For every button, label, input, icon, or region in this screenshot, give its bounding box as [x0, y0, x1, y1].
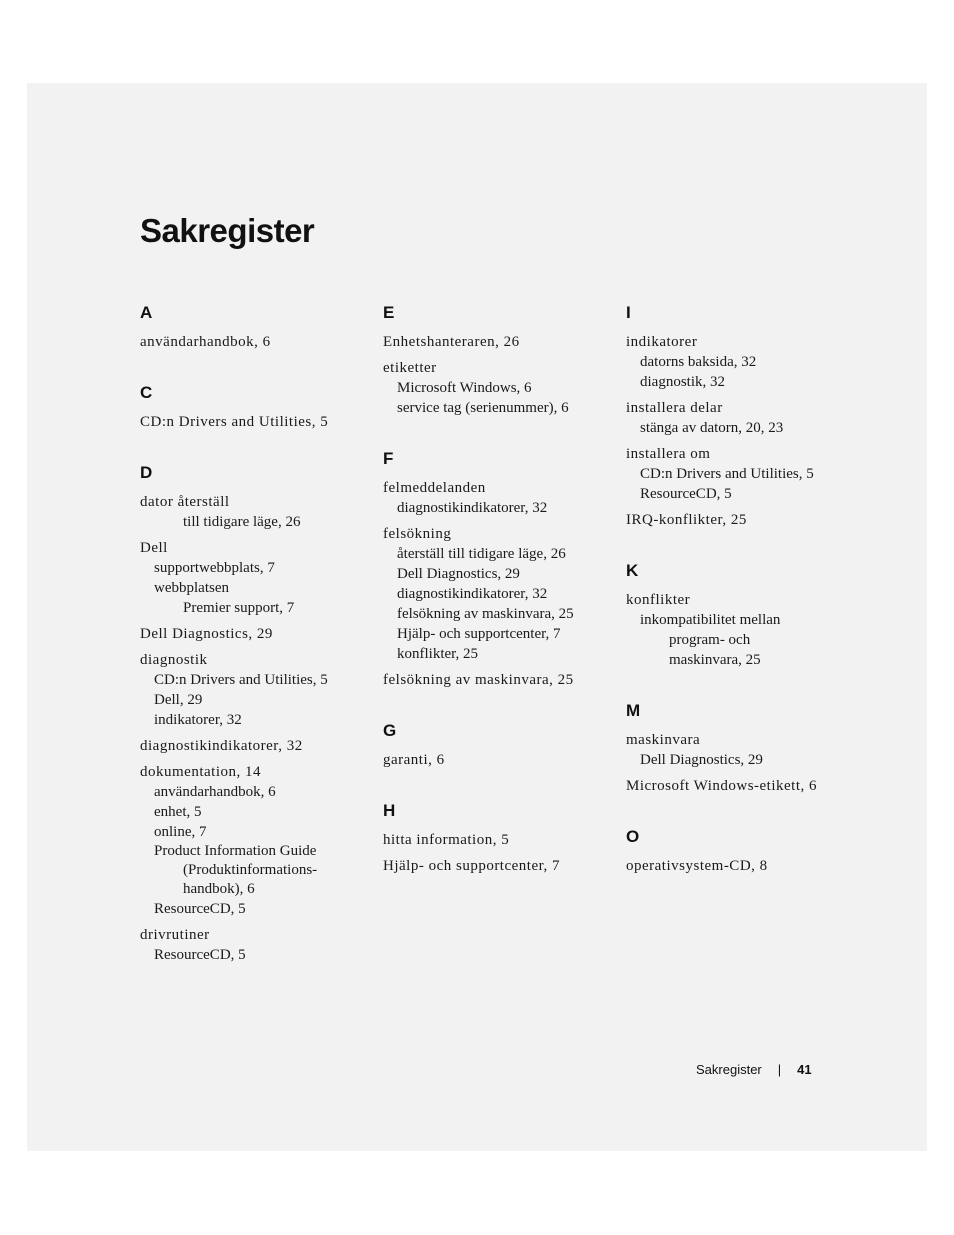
index-entry: [383, 750, 608, 770]
index-entry: [626, 510, 851, 530]
index-subentry: ResourceCD, 5: [640, 486, 732, 502]
index-subentry: användarhandbok, 6: [154, 784, 276, 800]
index-term: Enhetshanteraren, 26: [383, 334, 520, 350]
index-subentry: Dell Diagnostics, 29: [397, 566, 520, 582]
index-term: installera delar: [626, 400, 723, 416]
index-term: konflikter: [626, 592, 691, 608]
footer-separator: |: [777, 1062, 782, 1077]
index-term: felsökning av maskinvara, 25: [383, 672, 574, 688]
index-entry: [383, 856, 608, 876]
index-subentry: till tidigare läge, 26: [183, 514, 301, 530]
index-term: diagnostikindikatorer, 32: [140, 738, 303, 754]
index-subentry: Dell Diagnostics, 29: [640, 752, 763, 768]
index-term: dokumentation, 14: [140, 764, 261, 780]
index-subentry: Dell, 29: [154, 692, 203, 708]
index-term: maskinvara: [626, 732, 701, 748]
index-subentry: supportwebbplats, 7: [154, 560, 275, 576]
index-subentry: konflikter, 25: [397, 646, 479, 662]
index-term: felmeddelanden: [383, 480, 486, 496]
index-entry: [626, 398, 851, 438]
index-entry: [140, 624, 365, 644]
index-subentry: diagnostikindikatorer, 32: [397, 586, 548, 602]
index-term: Dell Diagnostics, 29: [140, 626, 273, 642]
index-term: Dell: [140, 540, 168, 556]
index-section-g: [383, 720, 608, 770]
index-term: indikatorer: [626, 334, 698, 350]
index-entry: [140, 332, 365, 352]
index-term: etiketter: [383, 360, 437, 376]
index-term: Microsoft Windows-etikett, 6: [626, 778, 818, 794]
index-entry: [383, 358, 608, 418]
index-entry: [626, 332, 851, 392]
index-subentry: program- och: [669, 632, 751, 648]
index-letter: O: [626, 827, 640, 846]
index-subentry: Hjälp- och supportcenter, 7: [397, 626, 561, 642]
index-subentry: inkompatibilitet mellan: [640, 612, 781, 628]
index-entry: [140, 412, 365, 432]
index-letter: H: [383, 801, 396, 820]
index-entry: [383, 478, 608, 518]
index-letter: D: [140, 463, 153, 482]
index-letter: E: [383, 303, 395, 322]
index-subentry: diagnostik, 32: [640, 374, 725, 390]
index-letter: G: [383, 721, 397, 740]
index-entry: [140, 492, 365, 532]
index-subentry: datorns baksida, 32: [640, 354, 757, 370]
index-entry: [140, 762, 365, 919]
index-section-i: [626, 302, 851, 530]
index-term: hitta information, 5: [383, 832, 510, 848]
index-entry: [383, 524, 608, 664]
index-section-m: [626, 700, 851, 796]
index-section-f: [383, 448, 608, 690]
index-letter: K: [626, 561, 639, 580]
index-column-1: [140, 302, 365, 995]
index-entry: [626, 444, 851, 504]
index-letter: A: [140, 303, 153, 322]
index-term: användarhandbok, 6: [140, 334, 271, 350]
index-section-k: [626, 560, 851, 670]
index-subentry: Product Information Guide (Produktinformations-handbok), 6: [154, 843, 318, 897]
index-subentry: ResourceCD, 5: [154, 947, 246, 963]
index-letter: M: [626, 701, 641, 720]
index-subentry: Premier support, 7: [183, 600, 295, 616]
index-section-a: [140, 302, 365, 352]
index-subentry: webbplatsen: [154, 580, 229, 596]
index-entry: [626, 590, 851, 670]
index-letter: F: [383, 449, 394, 468]
index-term: felsökning: [383, 526, 452, 542]
index-section-d: [140, 462, 365, 965]
index-subentry: diagnostikindikatorer, 32: [397, 500, 548, 516]
page-number: 41: [797, 1062, 812, 1077]
index-term: garanti, 6: [383, 752, 445, 768]
index-subentry: CD:n Drivers and Utilities, 5: [640, 466, 814, 482]
index-subentry: återställ till tidigare läge, 26: [397, 546, 566, 562]
index-entry: [383, 670, 608, 690]
index-subentry: stänga av datorn, 20, 23: [640, 420, 784, 436]
index-subentry: enhet, 5: [154, 804, 202, 820]
index-term: operativsystem-CD, 8: [626, 858, 768, 874]
index-subentry: online, 7: [154, 824, 207, 840]
index-column-2: [383, 302, 608, 906]
page-title: Sakregister: [140, 212, 315, 249]
index-entry: [383, 332, 608, 352]
index-entry: [626, 856, 851, 876]
index-subentry: felsökning av maskinvara, 25: [397, 606, 574, 622]
index-term: diagnostik: [140, 652, 208, 668]
footer-section-name: Sakregister: [696, 1062, 762, 1077]
index-entry: [626, 776, 851, 796]
index-subentry: ResourceCD, 5: [154, 901, 246, 917]
index-column-3: [626, 302, 851, 906]
index-term: IRQ-konflikter, 25: [626, 512, 747, 528]
index-section-h: [383, 800, 608, 876]
index-section-o: [626, 826, 851, 876]
index-subentry: CD:n Drivers and Utilities, 5: [154, 672, 328, 688]
index-entry: [140, 925, 365, 965]
index-term: CD:n Drivers and Utilities, 5: [140, 414, 329, 430]
index-subentry: Microsoft Windows, 6: [397, 380, 532, 396]
index-entry: [140, 650, 365, 730]
index-term: Hjälp- och supportcenter, 7: [383, 858, 561, 874]
index-term: drivrutiner: [140, 927, 210, 943]
index-letter: I: [626, 303, 631, 322]
index-letter: C: [140, 383, 153, 402]
page-footer: [696, 1062, 812, 1078]
index-subentry: indikatorer, 32: [154, 712, 242, 728]
index-entry: [140, 736, 365, 756]
index-entry: [383, 830, 608, 850]
index-subentry: maskinvara, 25: [669, 652, 761, 668]
index-section-c: [140, 382, 365, 432]
index-entry: [626, 730, 851, 770]
index-subentry: service tag (serienummer), 6: [397, 400, 569, 416]
index-entry: [140, 538, 365, 618]
index-term: installera om: [626, 446, 711, 462]
index-term: dator återställ: [140, 494, 230, 510]
index-section-e: [383, 302, 608, 418]
